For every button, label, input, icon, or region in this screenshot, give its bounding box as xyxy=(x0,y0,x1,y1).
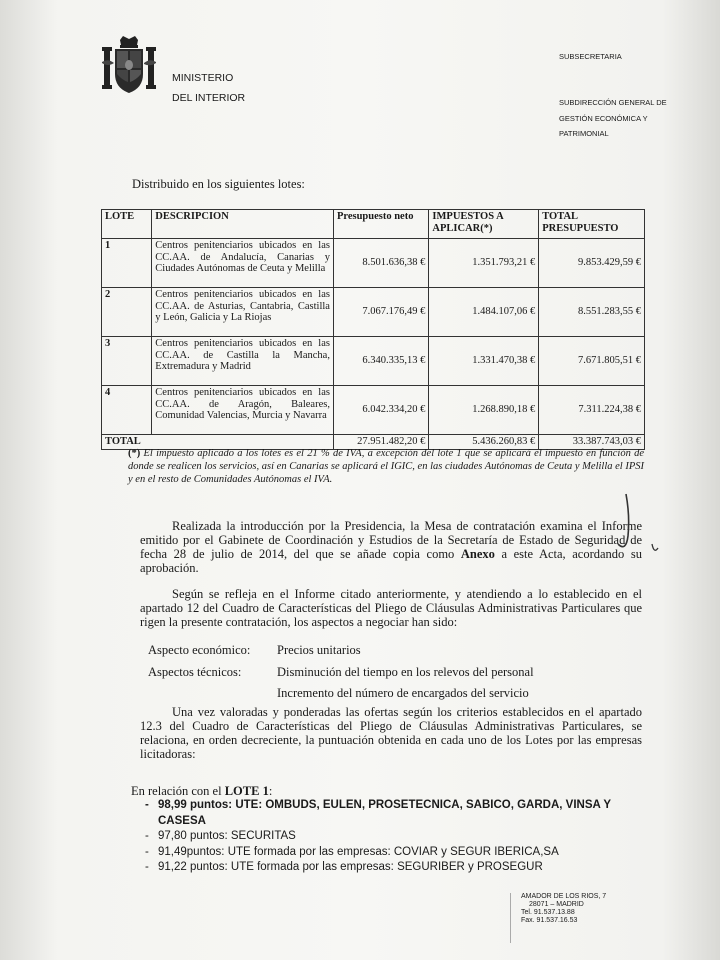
cell-impuestos: 1.268.890,18 € xyxy=(429,386,539,435)
aspect-technical-value-1: Disminución del tiempo en los relevos del personal xyxy=(277,665,534,679)
lots-table xyxy=(101,209,645,450)
paragraph-2: Según se refleja en el Informe citado anteriormente, y atendiendo a lo establecido en el apartado 12 del Cuadro de Características del Pliego de Cláusulas Administrativas Particulares que rigen la presente contratación, los aspectos a negociar han sido: xyxy=(140,587,642,629)
footnote-text: El impuesto aplicado a los lotes es el 21 % de IVA, a excepción del lote 1 que se aplicará el impuesto en función de donde se realicen los servicios, así en Canarias se aplicará el IGIC, en las ciudades Autónomas de Ceuta y Melilla el IPSI y en el resto de Comunidades Autónomas el IVA. xyxy=(128,448,644,485)
table-row xyxy=(102,288,645,337)
address-line-2: 28071 – MADRID xyxy=(529,901,584,908)
cell-neto: 7.067.176,49 € xyxy=(333,288,428,337)
address-line-4: Fax. 91.537.16.53 xyxy=(521,917,578,924)
paragraph-1-after: a este Acta, acordando su aprobación. xyxy=(140,547,642,575)
subdireccion-line-1: SUBDIRECCIÓN GENERAL DE xyxy=(559,98,667,107)
paragraph-1 xyxy=(140,519,642,575)
cell-total-label: TOTAL xyxy=(102,435,334,450)
subdireccion-label xyxy=(559,95,667,142)
table-row xyxy=(102,239,645,288)
cell-total: 7.311.224,38 € xyxy=(539,386,645,435)
paragraph-1-bold: Anexo xyxy=(460,547,495,561)
list-item: - 91,49puntos: UTE formada por las empresas: COVIAR y SEGUR IBERICA,SA xyxy=(145,845,625,861)
cell-lote: 3 xyxy=(102,337,152,386)
cell-total-total: 33.387.743,03 € xyxy=(539,435,645,450)
ministry-line-2: DEL INTERIOR xyxy=(172,92,246,104)
footnote xyxy=(128,447,644,486)
intro-text: Distribuido en los siguientes lotes: xyxy=(132,177,305,191)
footnote-marker: (*) xyxy=(128,448,141,459)
table-row xyxy=(102,337,645,386)
cell-total: 9.853.429,59 € xyxy=(539,239,645,288)
cell-total-impuestos: 5.436.260,83 € xyxy=(429,435,539,450)
subsecretaria-label: SUBSECRETARIA xyxy=(559,52,622,61)
cell-neto: 6.042.334,20 € xyxy=(333,386,428,435)
table-row xyxy=(102,386,645,435)
signature-mark xyxy=(612,486,672,566)
header-lote: LOTE xyxy=(102,210,152,239)
header-impuestos: IMPUESTOS A APLICAR(*) xyxy=(429,210,539,239)
address-block xyxy=(510,893,621,943)
cell-total-neto: 27.951.482,20 € xyxy=(333,435,428,450)
aspect-technical-value-2: Incremento del número de encargados del servicio xyxy=(277,686,529,700)
list-item: - 97,80 puntos: SECURITAS xyxy=(145,829,625,845)
subdireccion-line-3: PATRIMONIAL xyxy=(559,129,609,138)
cell-neto: 6.340.335,13 € xyxy=(333,337,428,386)
cell-neto: 8.501.636,38 € xyxy=(333,239,428,288)
list-item: - 98,99 puntos: UTE: OMBUDS, EULEN, PROSETECNICA, SABICO, GARDA, VINSA Y CASESA xyxy=(145,798,625,829)
subdireccion-line-2: GESTIÓN ECONÓMICA Y xyxy=(559,113,648,123)
aspect-economic-value: Precios unitarios xyxy=(277,643,361,657)
ministry-name xyxy=(172,68,245,108)
lote-intro-before: En relación con el xyxy=(131,784,225,798)
cell-lote: 1 xyxy=(102,239,152,288)
header-total: TOTAL PRESUPUESTO xyxy=(539,210,645,239)
aspect-technical-label: Aspectos técnicos: xyxy=(148,665,242,679)
paragraph-1-before: Realizada la introducción por la Presidencia, la Mesa de contratación examina el Informe emitido por el Gabinete de Coordinación y Estudios de la Secretaría de Estado de Seguridad de fecha 28 de julio de 2014, del que se añade copia como xyxy=(140,519,642,561)
aspect-economic-label: Aspecto económico: xyxy=(148,643,251,657)
address-line-3: Tel. 91.537.13.88 xyxy=(521,909,575,916)
cell-lote: 4 xyxy=(102,386,152,435)
lote-intro-after: : xyxy=(268,784,273,798)
cell-descripcion: Centros penitenciarios ubicados en las CC.AA. de Asturias, Cantabria, Castilla y León, Galicia y La Riojas xyxy=(152,288,334,337)
cell-descripcion: Centros penitenciarios ubicados en las CC.AA. de Andalucía, Canarias y Ciudades Autónomas de Ceuta y Melilla xyxy=(152,239,334,288)
lote-intro-bold: LOTE 1 xyxy=(224,784,269,798)
ministry-line-1: MINISTERIO xyxy=(172,72,234,84)
cell-descripcion: Centros penitenciarios ubicados en las CC.AA. de Castilla la Mancha, Extremadura y Madrid xyxy=(152,337,334,386)
cell-total: 8.551.283,55 € xyxy=(539,288,645,337)
list-item: - 91,22 puntos: UTE formada por las empresas: SEGURIBER y PROSEGUR xyxy=(145,860,625,876)
table-header-row xyxy=(102,210,645,239)
lote-1-intro xyxy=(131,784,272,799)
spanish-coat-of-arms-icon xyxy=(100,36,158,96)
cell-lote: 2 xyxy=(102,288,152,337)
bidders-list xyxy=(145,798,625,876)
address-line-1: AMADOR DE LOS RIOS, 7 xyxy=(521,893,607,900)
cell-total: 7.671.805,51 € xyxy=(539,337,645,386)
paragraph-3: Una vez valoradas y ponderadas las ofertas según los criterios establecidos en el apartado 12.3 del Cuadro de Características del Pliego de Cláusulas Administrativas Particulares, se relaciona, en orden decreciente, la puntuación obtenida en cada uno de los Lotes por las empresas licitadoras: xyxy=(140,705,642,761)
header-neto: Presupuesto neto xyxy=(333,210,428,239)
cell-descripcion: Centros penitenciarios ubicados en las CC.AA. de Aragón, Baleares, Comunidad Valencias, Murcia y Navarra xyxy=(152,386,334,435)
cell-impuestos: 1.351.793,21 € xyxy=(429,239,539,288)
header-descripcion: DESCRIPCION xyxy=(152,210,334,239)
cell-impuestos: 1.484.107,06 € xyxy=(429,288,539,337)
cell-impuestos: 1.331.470,38 € xyxy=(429,337,539,386)
